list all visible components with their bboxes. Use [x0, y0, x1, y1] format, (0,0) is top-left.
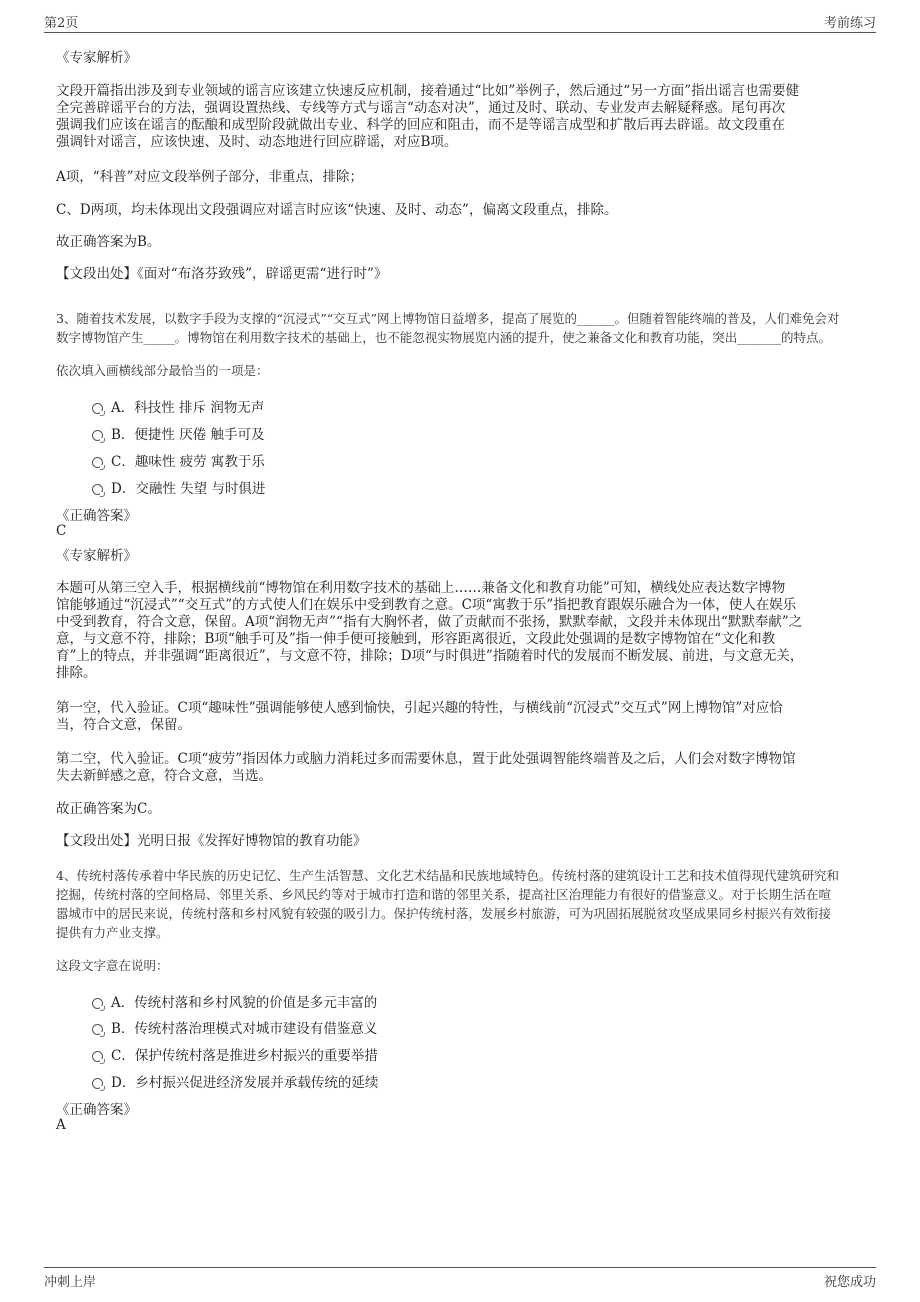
radio-icon [92, 403, 103, 414]
radio-icon [92, 430, 103, 441]
radio-icon [92, 1024, 103, 1035]
q3-analysis-line: 失去新鲜感之意，符合文意，当选。 [56, 768, 272, 784]
footer-right: 祝您成功 [823, 1275, 876, 1290]
q3-analysis-line: 意，与文意不符，排除；B项“触手可及”指一伸手便可接触到，形容距离很近，文段此处强调的是数字博物馆在“文化和教 [56, 631, 776, 647]
q3-analysis-line: 第一空，代入验证。C项“趣味性”强调能够使人感到愉快，引起兴趣的特性，与横线前“沉浸式”交互式”网上博物馆”对应恰 [56, 700, 783, 716]
option-label: C．保护传统村落是推进乡村振兴的重要举措 [111, 1048, 378, 1064]
q3-answer-title: 《正确答案》 [56, 508, 137, 524]
q3-analysis-line: 排除。 [56, 665, 97, 681]
q3-analysis-line: 当，符合文意，保留。 [56, 717, 191, 733]
q3-analysis-line: 本题可从第三空入手，根据横线前“博物馆在利用数字技术的基础上……兼备文化和教育功能”可知，横线处应表达数字博物 [56, 580, 786, 596]
option-label: C．趣味性 疲劳 寓教于乐 [111, 454, 265, 470]
option-label: B．便捷性 厌倦 触手可及 [111, 427, 265, 443]
q3-stem-line: 3、随着技术发展，以数字手段为支撑的“沉浸式”“交互式”网上博物馆日益增多，提高了展览的______。但随着智能终端的普及，人们难免会对 [56, 311, 840, 326]
radio-icon [92, 998, 103, 1009]
q4-option-a[interactable] [92, 991, 377, 1011]
q3-stem-line: 数字博物馆产生_____。博物馆在利用数字技术的基础上，也不能忽视实物展览内涵的提升，使之兼备文化和教育功能，突出_______的特点。 [56, 330, 832, 345]
header-rule [44, 32, 876, 33]
option-label: B．传统村落治理模式对城市建设有借鉴意义 [111, 1021, 378, 1037]
option-label: D．乡村振兴促进经济发展并承载传统的延续 [111, 1075, 379, 1091]
q2-analysis-line: 全完善辟谣平台的方法，强调设置热线、专线等方式与谣言“动态对决”，通过及时、联动、专业发声去解疑释惑。尾句再次 [56, 100, 786, 116]
q3-option-c[interactable] [92, 450, 265, 470]
q2-source: 【文段出处】《面对“布洛芬致残”，辟谣更需“进行时”》 [56, 266, 388, 282]
q4-stem-line: 嚣城市中的居民来说，传统村落和乡村风貌有较强的吸引力。保护传统村落，发展乡村旅游，可为巩固拓展脱贫攻坚成果同乡村振兴有效衔接 [56, 906, 832, 921]
radio-icon [92, 1078, 103, 1089]
footer-left: 冲刺上岸 [44, 1275, 97, 1290]
q2-option-cd-note: C、D两项，均未体现出文段强调应对谣言时应该“快速、及时、动态”，偏离文段重点，排除。 [56, 202, 618, 218]
option-label: A．传统村落和乡村风貌的价值是多元丰富的 [111, 995, 378, 1011]
q4-stem-line: 挖掘，传统村落的空间格局、邻里关系、乡风民约等对于城市打造和谐的邻里关系，提高社区治理能力有很好的借鉴意义。对于长期生活在喧 [56, 887, 832, 902]
q4-answer: A [56, 1117, 66, 1133]
q3-prompt: 依次填入画横线部分最恰当的一项是： [56, 363, 269, 378]
q3-analysis-line: 中受到教育，符合文意，保留。A项“润物无声”“指有大胸怀者，做了贡献而不张扬，默默奉献，文段并未体现出“默默奉献”之 [56, 614, 803, 630]
q3-analysis-line: 育”上的特点，并非强调“距离很近”，与文意不符，排除；D项“与时俱进”指随着时代的发展而不断发展、前进，与文意无关， [56, 648, 804, 664]
q3-option-b[interactable] [92, 423, 265, 443]
page-number: 第2页 [44, 16, 79, 31]
q4-stem-line: 提供有力产业支撑。 [56, 925, 169, 940]
q2-analysis-title: 《专家解析》 [56, 50, 137, 66]
q4-prompt: 这段文字意在说明： [56, 958, 169, 973]
q2-analysis-line: 强调我们应该在谣言的酝酿和成型阶段就做出专业、科学的回应和阻击，而不是等谣言成型和扩散后再去辟谣。故文段重在 [56, 117, 785, 133]
q4-option-b[interactable] [92, 1017, 377, 1037]
radio-icon [92, 1051, 103, 1062]
q4-option-c[interactable] [92, 1044, 378, 1064]
option-label: D．交融性 失望 与时俱进 [111, 481, 266, 497]
q3-source: 【文段出处】光明日报《发挥好博物馆的教育功能》 [56, 833, 367, 849]
q2-conclusion: 故正确答案为B。 [56, 234, 161, 250]
q3-analysis-title: 《专家解析》 [56, 548, 137, 564]
option-label: A．科技性 排斥 润物无声 [111, 400, 265, 416]
q3-analysis-line: 馆能够通过“沉浸式”“交互式”的方式使人们在娱乐中受到教育之意。C项“寓教于乐”指把教育跟娱乐融合为一体，使人在娱乐 [56, 597, 797, 613]
q2-option-a-note: A项，“科普”对应文段举例子部分，非重点，排除； [56, 169, 364, 185]
q3-option-a[interactable] [92, 396, 264, 416]
header-title: 考前练习 [823, 16, 876, 31]
q4-stem-line: 4、传统村落传承着中华民族的历史记忆、生产生活智慧、文化艺术结晶和民族地域特色。传统村落的建筑设计工艺和技术值得现代建筑研究和 [56, 868, 839, 883]
footer-rule [44, 1267, 876, 1268]
q3-analysis-line: 第二空，代入验证。C项“疲劳”指因体力或脑力消耗过多而需要休息，置于此处强调智能终端普及之后，人们会对数字博物馆 [56, 751, 796, 767]
q2-analysis-line: 强调针对谣言，应该快速、及时、动态地进行回应辟谣，对应B项。 [56, 134, 458, 150]
radio-icon [92, 484, 103, 495]
q2-analysis-line: 文段开篇指出涉及到专业领域的谣言应该建立快速反应机制，接着通过“比如”举例子，然后通过“另一方面”指出谣言也需要健 [56, 83, 800, 99]
q3-conclusion: 故正确答案为C。 [56, 801, 161, 817]
q4-answer-title: 《正确答案》 [56, 1102, 137, 1118]
radio-icon [92, 457, 103, 468]
q4-option-d[interactable] [92, 1071, 378, 1091]
q3-option-d[interactable] [92, 477, 265, 497]
q3-answer: C [56, 523, 67, 539]
